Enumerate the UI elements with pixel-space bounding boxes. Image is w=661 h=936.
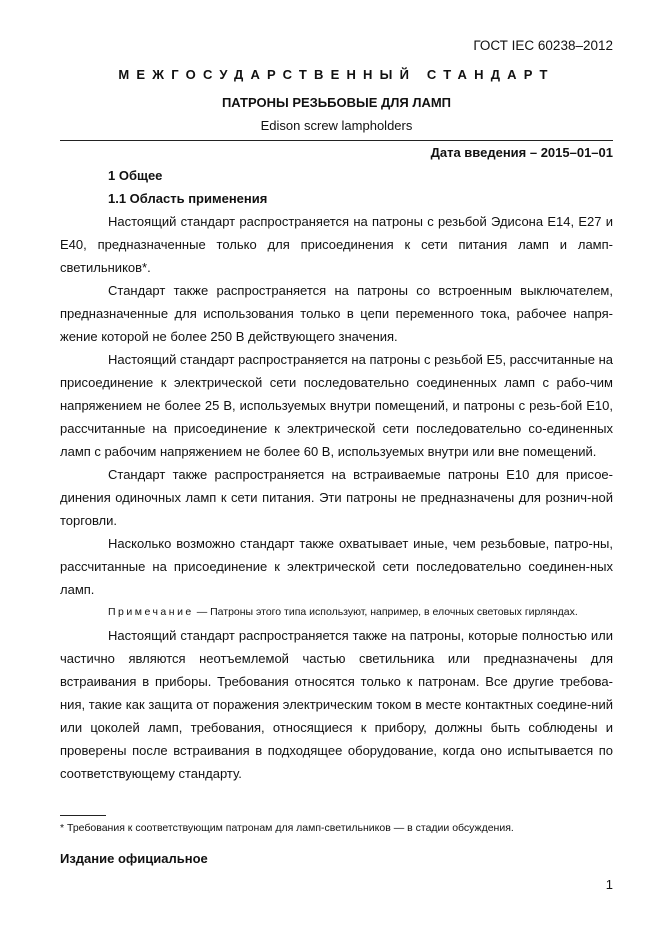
standard-type-banner: МЕЖГОСУДАРСТВЕННЫЙ СТАНДАРТ	[118, 67, 555, 82]
paragraph-integral-lampholders: Настоящий стандарт распространяется также на патроны, которые полностью или частично являются неотъемлемой частью светильника или предназначены для встраивания в приборы. Требования относятся только к патронам. Все другие требова-ния, такие как защита от поражения электрическим током в месте контактных соедине-ний или цоколей ламп, требования, относящиеся к прибору, должны быть соблюдены и проверены после встраивания в подходящее оборудование, когда оно испытывается по соответствующему стандарту.	[60, 628, 613, 781]
introduction-date: Дата введения – 2015–01–01	[430, 145, 613, 160]
paragraph-non-screw: Насколько возможно стандарт также охватывает иные, чем резьбовые, патро-ны, рассчитанные на присоединение к электрической сети последовательно соединен-ных ламп.	[60, 536, 613, 597]
document-body	[60, 164, 613, 785]
section-heading: 1 Общее	[108, 168, 163, 183]
document-title-russian: ПАТРОНЫ РЕЗЬБОВЫЕ ДЛЯ ЛАМП	[221, 95, 452, 110]
paragraph-switch-lampholders: Стандарт также распространяется на патроны со встроенным выключателем, предназначенные для использования только в цепи переменного тока, рабочее напря-жение которой не более 250 В действующего значения.	[60, 283, 613, 344]
note-label: Примечание	[108, 606, 194, 618]
document-title-english: Edison screw lampholders	[260, 118, 413, 133]
footnote-divider	[60, 815, 106, 816]
subsection-heading: 1.1 Область применения	[108, 191, 268, 206]
paragraph-built-in-e10: Стандарт также распространяется на встраиваемые патроны E10 для присое-динения одиночных ламп к сети питания. Эти патроны не предназначены для рознич-ной торговли.	[60, 467, 613, 528]
official-edition-label: Издание официальное	[60, 851, 208, 866]
title-divider	[60, 140, 613, 141]
page-number: 1	[605, 877, 613, 892]
paragraph-scope-edison: Настоящий стандарт распространяется на патроны с резьбой Эдисона E14, E27 и E40, предназначенные только для присоединения к сети питания ламп и ламп-светильников*.	[60, 214, 613, 275]
paragraph-e5-e10-series: Настоящий стандарт распространяется на патроны с резьбой E5, рассчитанные на присоединение к электрической сети последовательно соединенных ламп с рабо-чим напряжением не более 25 В, используемых внутри помещений, и патроны с резь-бой E10, рассчитанные на присоединение к электрической сети последовательно со-единенных ламп с рабочим напряжением не более 60 В, используемых внутри или вне помещений.	[60, 352, 614, 459]
note-text: — Патроны этого типа используют, например, в елочных световых гирляндах.	[193, 606, 578, 618]
footnote: * Требования к соответствующим патронам для ламп-светильников — в стадии обсуждения.	[60, 822, 514, 834]
document-code: ГОСТ IEC 60238–2012	[473, 38, 613, 53]
note	[60, 601, 613, 624]
